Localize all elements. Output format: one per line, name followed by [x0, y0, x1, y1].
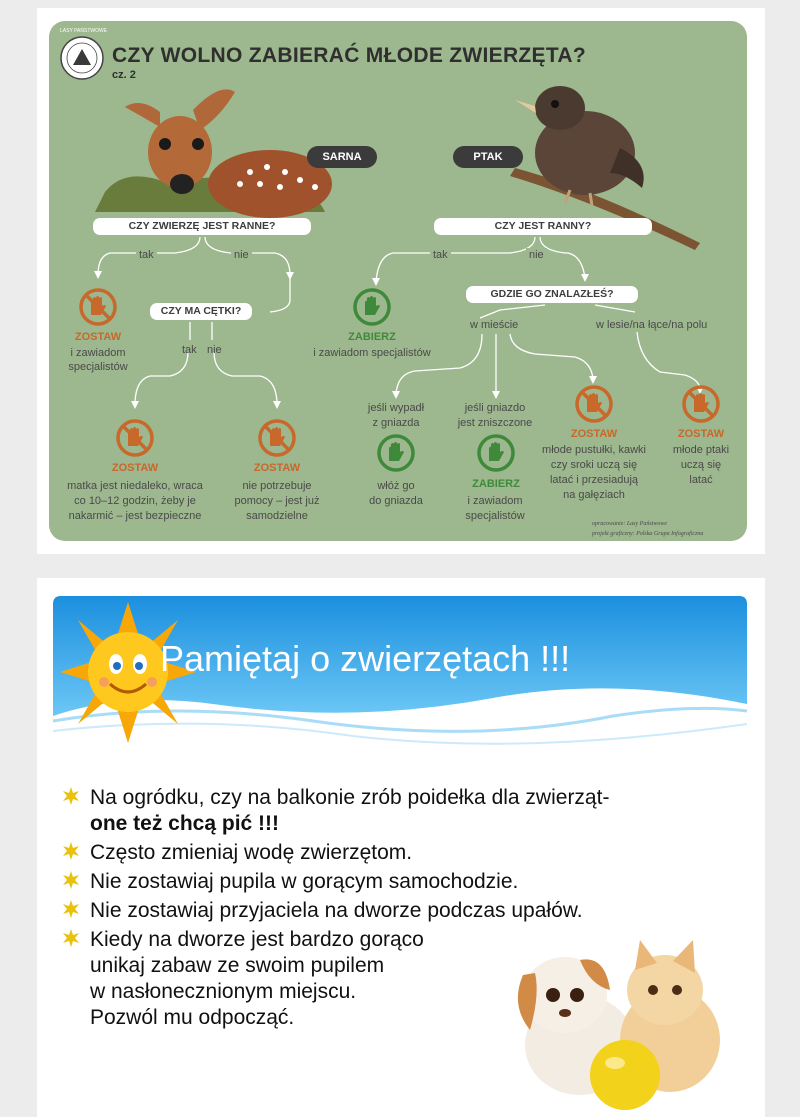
star-bullet-icon — [62, 842, 80, 860]
sarna-leave-1-desc-2: specjalistów — [68, 361, 128, 373]
leave-city-desc-3: latać i przesiadują — [549, 474, 639, 486]
sarna-label: SARNA — [307, 146, 377, 168]
sarna-leave-2-desc-3: nakarmić – jest bezpieczne — [68, 510, 202, 522]
star-bullet-icon — [62, 929, 80, 947]
list-item-text: Często zmieniaj wodę zwierzętom. — [90, 841, 413, 864]
leave-city-desc-4: na gałęziach — [563, 489, 625, 501]
leave-forest-desc-3: latać — [689, 474, 713, 486]
ptak-take-2-desc-2: specjalistów — [465, 510, 525, 522]
leave-forest: ZOSTAW — [677, 428, 725, 440]
take-hand-icon — [476, 433, 516, 473]
stop-hand-icon — [257, 418, 297, 458]
put-back-2: do gniazda — [369, 495, 423, 507]
take-hand-icon — [352, 287, 392, 327]
take-hand-icon — [376, 433, 416, 473]
ptak-take-2: ZABIERZ — [472, 478, 520, 490]
list-item-text: Nie zostawiaj przyjaciela na dworze podczas upałów. — [90, 899, 583, 922]
sarna-leave-2-desc-2: co 10–12 godzin, żeby je — [74, 495, 196, 507]
sarna-leave-3-desc-1: nie potrzebuje — [242, 480, 312, 492]
sarna-leave-3-desc-3: samodzielne — [246, 510, 308, 522]
infographic-title: CZY WOLNO ZABIERAĆ MŁODE ZWIERZĘTA? — [112, 44, 587, 67]
forest-label: w lesie/na łące/na polu — [596, 319, 708, 331]
sarna-leave-2: ZOSTAW — [111, 462, 159, 474]
sarna-leave-1-desc-1: i zawiadom — [70, 347, 126, 359]
sarna-leave-1: ZOSTAW — [74, 331, 122, 343]
credits-1: opracowanie: Lasy Państwowe — [592, 521, 667, 527]
sarna-leave-3: ZOSTAW — [253, 462, 301, 474]
ptak-take-1: ZABIERZ — [348, 331, 396, 343]
fell-2: z gniazda — [372, 417, 420, 429]
star-bullet-icon — [62, 871, 80, 889]
sarna-no: nie — [231, 248, 252, 262]
list-item-text: unikaj zabaw ze swoim pupilem — [90, 954, 385, 977]
ptak-label: PTAK — [453, 146, 523, 168]
stop-hand-icon — [574, 384, 614, 424]
ptak-yes: tak — [430, 248, 451, 262]
infographic-subtitle: cz. 2 — [112, 69, 136, 81]
star-bullet-icon — [62, 787, 80, 805]
fell-1: jeśli wypadł — [367, 402, 425, 414]
list-item — [60, 869, 609, 895]
ptak-take-2-desc-1: i zawiadom — [467, 495, 523, 507]
list-item-text: Pozwól mu odpocząć. — [90, 1006, 295, 1029]
sarna-leave-3-desc-2: pomocy – jest już — [234, 495, 320, 507]
leave-city-desc-1: młode pustułki, kawki — [542, 444, 646, 456]
logo-text: LASY PAŃSTWOWE — [60, 28, 108, 34]
sarna-question-box: CZY ZWIERZĘ JEST RANNE? — [93, 218, 311, 235]
ptak-question-box: CZY JEST RANNY? — [434, 218, 652, 235]
stop-hand-icon — [115, 418, 155, 458]
where-question-box: GDZIE GO ZNALAZŁEŚ? — [466, 286, 638, 303]
sarna-leave-2-desc-1: matka jest niedaleko, wraca — [67, 480, 203, 492]
leave-city-desc-2: czy sroki uczą się — [550, 459, 638, 471]
stop-hand-icon — [78, 287, 118, 327]
ptak-take-1-desc: i zawiadom specjalistów — [313, 347, 431, 359]
star-bullet-icon — [62, 900, 80, 918]
spots-question-box: CZY MA CĘTKI? — [150, 303, 252, 320]
list-item-bold-text: one też chcą pić !!! — [90, 812, 280, 835]
leave-city: ZOSTAW — [570, 428, 618, 440]
puppy-kitten-illustration — [495, 935, 745, 1115]
spots-yes: tak — [182, 344, 197, 356]
list-item-text: w nasłonecznionym miejscu. — [90, 980, 357, 1003]
list-item — [60, 898, 609, 924]
nest-destroyed-2: jest zniszczone — [457, 417, 533, 429]
slide2-title: Pamiętaj o zwierzętach !!! — [160, 638, 571, 679]
stop-hand-icon — [681, 384, 721, 424]
city-label: w mieście — [470, 319, 519, 331]
credits-2: projekt graficzny: Polska Grupa Infograficzna — [592, 531, 704, 537]
put-back-1: włóż go — [377, 480, 415, 492]
list-item — [60, 785, 609, 837]
list-item-text: Nie zostawiaj pupila w gorącym samochodzie. — [90, 870, 519, 893]
list-item-text: Na ogródku, czy na balkonie zrób poidełka dla zwierząt- — [90, 786, 610, 809]
spots-no: nie — [207, 344, 222, 356]
leave-forest-desc-1: młode ptaki — [672, 444, 730, 456]
nest-destroyed-1: jeśli gniazdo — [464, 402, 526, 414]
ptak-no: nie — [526, 248, 547, 262]
sarna-yes: tak — [136, 248, 157, 262]
leave-forest-desc-2: uczą się — [680, 459, 722, 471]
list-item-text: Kiedy na dworze jest bardzo gorąco — [90, 928, 424, 951]
list-item — [60, 840, 609, 866]
